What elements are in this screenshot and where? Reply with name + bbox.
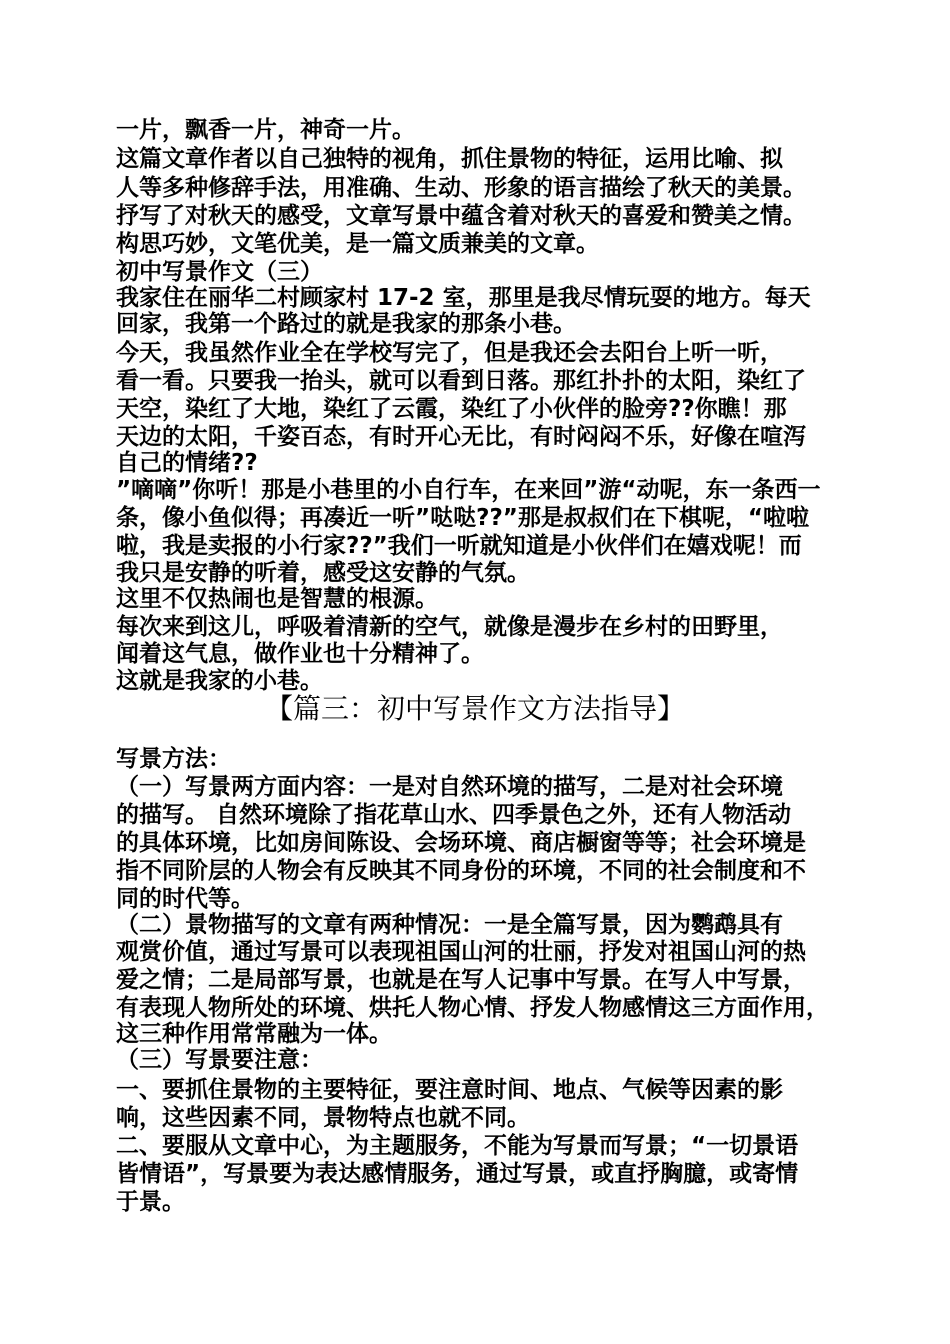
text-line: 有表现人物所处的环境、烘托人物心情、抒发人物感情这三方面作用， — [116, 995, 829, 1021]
text-line: 构思巧妙，文笔优美，是一篇文质兼美的文章。 — [116, 231, 599, 257]
text-line: （二）景物描写的文章有两种情况：一是全篇写景，因为鹦鹉具有 — [116, 912, 783, 938]
text-line: （三）写景要注意： — [116, 1047, 323, 1073]
text-line: 指不同阶层的人物会有反映其不同身份的环境，不同的社会制度和不 — [116, 858, 806, 884]
text-line: 今天，我虽然作业全在学校写完了，但是我还会去阳台上听一听， — [116, 340, 783, 366]
text-line: 啦，我是卖报的小行家??”我们一听就知道是小伙伴们在嬉戏呢！而 — [116, 533, 802, 559]
text-line: 回家，我第一个路过的就是我家的那条小巷。 — [116, 311, 576, 337]
text-line: 初中写景作文（三） — [116, 259, 323, 285]
text-line: （一）写景两方面内容：一是对自然环境的描写，二是对社会环境 — [116, 774, 783, 800]
text-line: 一、要抓住景物的主要特征，要注意时间、地点、气候等因素的影 — [116, 1077, 783, 1103]
text-line: 我家住在丽华二村顾家村 17-2 室，那里是我尽情玩耍的地方。每天 — [116, 285, 811, 311]
text-line: 爱之情；二是局部写景，也就是在写人记事中写景。在写人中写景， — [116, 967, 806, 993]
text-line: 这里不仅热闹也是智慧的根源。 — [116, 586, 438, 612]
text-line: 每次来到这儿，呼吸着清新的空气，就像是漫步在乡村的田野里， — [116, 614, 783, 640]
text-line: 写景方法： — [116, 746, 231, 772]
text-line: 这篇文章作者以自己独特的视角，抓住景物的特征，运用比喻、拟 — [116, 146, 783, 172]
text-line: 看一看。只要我一抬头，就可以看到日落。那红扑扑的太阳，染红了 — [116, 368, 806, 394]
text-line: 观赏价值，通过写景可以表现祖国山河的壮丽，抒发对祖国山河的热 — [116, 939, 806, 965]
text-line: 同的时代等。 — [116, 886, 254, 912]
text-line: 天边的太阳，千姿百态，有时开心无比，有时闷闷不乐，好像在喧泻 — [116, 424, 806, 450]
text-line: 二、要服从文章中心，为主题服务，不能为写景而写景；“一切景语 — [116, 1133, 799, 1159]
section-heading: 【篇三：初中写景作文方法指导】 — [264, 692, 685, 725]
text-line: 抒写了对秋天的感受，文章写景中蕴含着对秋天的喜爱和赞美之情。 — [116, 203, 806, 229]
text-line: 响，这些因素不同，景物特点也就不同。 — [116, 1105, 530, 1131]
text-line: 天空，染红了大地，染红了云霞，染红了小伙伴的脸旁??你瞧！那 — [116, 396, 787, 422]
text-line: 的具体环境，比如房间陈设、会场环境、商店橱窗等等；社会环境是 — [116, 830, 806, 856]
text-line: 于景。 — [116, 1189, 185, 1215]
text-line: 这三种作用常常融为一体。 — [116, 1021, 392, 1047]
text-line: 这就是我家的小巷。 — [116, 668, 323, 694]
text-line: 一片，飘香一片，神奇一片。 — [116, 117, 415, 143]
text-line: 闻着这气息，做作业也十分精神了。 — [116, 641, 484, 667]
text-line: 皆情语”，写景要为表达感情服务，通过写景，或直抒胸臆，或寄情 — [116, 1161, 799, 1187]
text-line: 人等多种修辞手法，用准确、生动、形象的语言描绘了秋天的美景。 — [116, 175, 806, 201]
text-line: 自己的情绪?? — [116, 450, 258, 476]
text-line: 的描写。 自然环境除了指花草山水、四季景色之外，还有人物活动 — [116, 802, 792, 828]
text-line: 我只是安静的听着，感受这安静的气氛。 — [116, 560, 530, 586]
text-line: ”嘀嘀”你听！那是小巷里的小自行车，在来回”游“动呢，东一条西一 — [116, 477, 821, 503]
text-line: 条，像小鱼似得；再凑近一听”哒哒??”那是叔叔们在下棋呢，“啦啦 — [116, 505, 810, 531]
